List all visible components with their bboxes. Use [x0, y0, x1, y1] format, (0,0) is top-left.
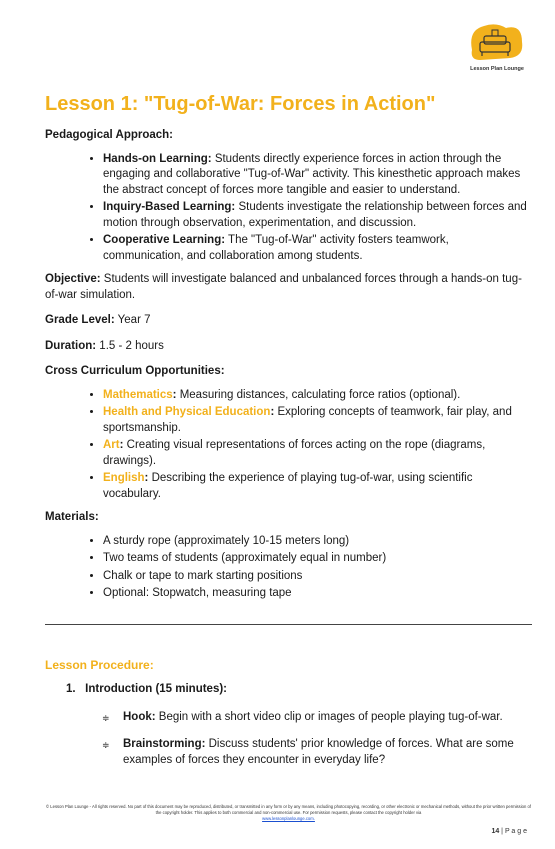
cross-curriculum-list — [45, 388, 530, 503]
materials-list — [45, 534, 530, 602]
page-label: | P a g e — [499, 828, 527, 835]
item-lead: Cooperative Learning: — [103, 234, 226, 246]
duration-text: 1.5 - 2 hours — [96, 339, 164, 352]
subitem-lead: Hook: — [123, 710, 156, 723]
subject-label: Health and Physical Education — [103, 406, 271, 418]
page-number — [491, 828, 527, 835]
duration-lead: Duration: — [45, 339, 97, 352]
item-lead: Inquiry-Based Learning: — [103, 201, 236, 213]
subject-colon: : — [270, 406, 275, 418]
list-item — [103, 200, 530, 231]
procedure-subitem — [45, 710, 532, 726]
lesson-title: Lesson 1: "Tug-of-War: Forces in Action" — [45, 93, 436, 115]
grade-lead: Grade Level: — [45, 314, 115, 326]
pedagogy-heading: Pedagogical Approach: — [45, 129, 174, 141]
list-item: • Optional: Stopwatch, measuring tape — [103, 586, 530, 602]
procedure-heading: Lesson Procedure: — [45, 658, 154, 672]
copyright-footer — [45, 804, 532, 822]
subject-colon: : — [144, 472, 149, 484]
materials-heading: Materials: — [45, 511, 99, 523]
footer-link[interactable]: www.lessonplanlounge.com. — [262, 816, 315, 821]
footer-text: © Lesson Plan Lounge - All rights reserved. No part of this document may be reproduced, distributed, or transmitted in any form or by any means, including photocopying, recording, or other electronic or mechanical methods, without the prior written permission of the copyright holder. This applies to both commercial and non-commercial use. For permission requests, please contact the copyright holder via — [46, 804, 531, 815]
subitem-text: Begin with a short video clip or images of people playing tug-of-war. — [155, 710, 503, 723]
subject-label: English — [103, 472, 145, 484]
duration — [45, 339, 530, 355]
subitem-lead: Brainstorming: — [123, 738, 206, 750]
item-text: Students directly experience forces in action through the engaging and collaborative "Tug-of-War" activity. This kinesthetic approach makes the abstract concept of forces more tangible and easier to understand. — [103, 152, 521, 196]
item-text: Describing the experience of playing tug-of-war, using scientific vocabulary. — [103, 472, 473, 500]
subitem-text: Discuss students' prior knowledge of forces. What are some examples of forces they encounter in everyday life? — [123, 738, 514, 766]
item-text: Exploring concepts of teamwork, fair play, and sportsmanship. — [103, 406, 512, 434]
item-text: The "Tug-of-War" activity fosters teamwork, communication, and collaboration among students. — [103, 234, 449, 262]
subject-label: Mathematics — [103, 388, 173, 401]
objective — [45, 272, 530, 303]
procedure-subitem — [45, 737, 532, 768]
procedure-step — [45, 682, 532, 698]
page-number-value: 14 — [491, 828, 500, 835]
list-item — [103, 405, 530, 436]
subject-colon: : — [119, 439, 124, 451]
section-divider — [45, 624, 532, 625]
list-item — [103, 471, 530, 502]
item-text: Measuring distances, calculating force ratios (optional). — [176, 388, 461, 401]
grade-level — [45, 313, 530, 329]
list-item — [103, 152, 530, 199]
lesson-body — [45, 128, 530, 610]
subject-colon: : — [172, 388, 177, 401]
logo-text: Lesson Plan Lounge — [470, 66, 524, 72]
grade-text: Year 7 — [114, 314, 151, 326]
pedagogy-list — [45, 152, 530, 265]
list-item: • Chalk or tape to mark starting positions — [103, 569, 530, 585]
item-text: Students investigate the relationship between forces and motion through observation, experimentation, and discussion. — [103, 201, 527, 229]
list-item: • A sturdy rope (approximately 10-15 meters long) — [103, 534, 530, 550]
objective-lead: Objective: — [45, 273, 101, 285]
cross-curriculum-heading: Cross Curriculum Opportunities: — [45, 365, 225, 377]
list-item — [103, 233, 530, 264]
sub-bullet-icon: ≑ — [102, 740, 110, 750]
sub-bullet-icon: ≑ — [102, 712, 110, 723]
list-item — [103, 438, 530, 469]
item-lead: Hands-on Learning: — [103, 152, 212, 165]
item-text: Creating visual representations of forces acting on the rope (diagrams, drawings). — [103, 439, 486, 467]
procedure-body — [45, 682, 532, 768]
list-item — [103, 388, 530, 404]
objective-text: Students will investigate balanced and unbalanced forces through a hands-on tug-of-war simulation. — [45, 273, 522, 301]
step-title: 1. Introduction (15 minutes): — [66, 683, 228, 695]
list-item: • Two teams of students (approximately equal in number) — [103, 551, 530, 567]
subject-label: Art — [103, 439, 120, 451]
